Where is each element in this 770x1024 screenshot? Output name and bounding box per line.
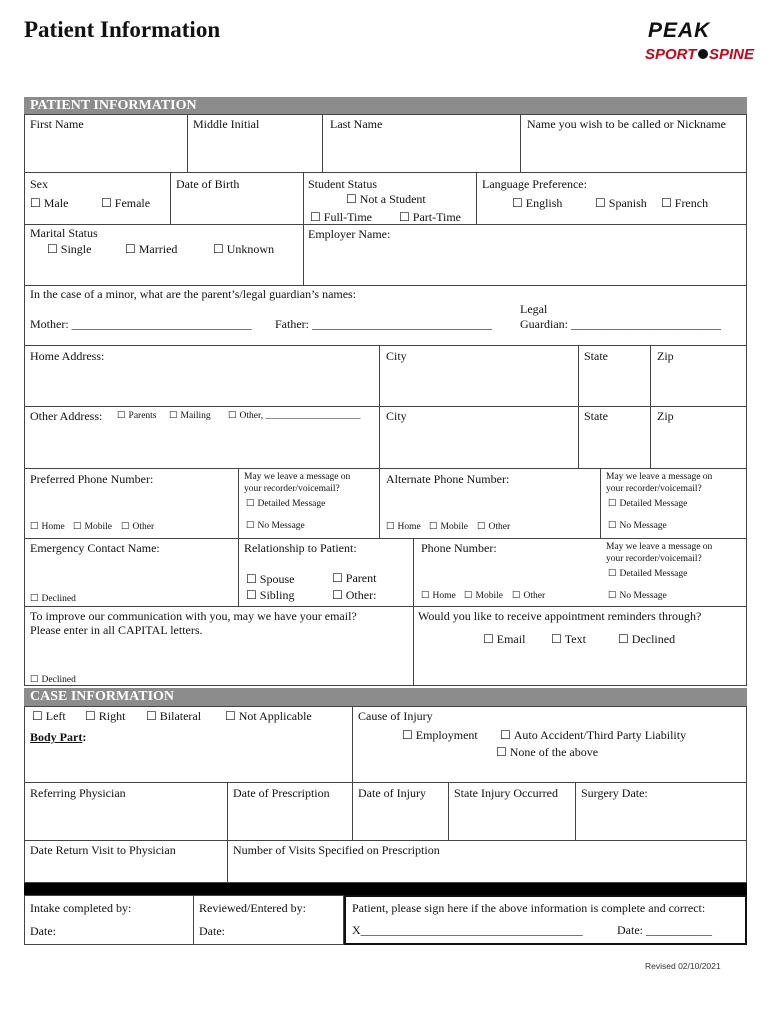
pref-message-question-1: May we leave a message on [244,472,351,482]
employment-checkbox[interactable]: ☐ Employment [402,728,478,742]
signature-date-field[interactable]: Date: ___________ [617,923,712,937]
state-field[interactable]: State [584,349,608,363]
page-title: Patient Information [24,17,221,42]
em-mobile-checkbox[interactable]: ☐ Mobile [464,590,503,602]
part-time-checkbox[interactable]: ☐ Part-Time [399,210,461,224]
referring-physician-field[interactable]: Referring Physician [30,786,126,800]
pref-other-checkbox[interactable]: ☐ Other [121,521,154,533]
return-visit-field[interactable]: Date Return Visit to Physician [30,843,176,857]
intake-date-field[interactable]: Date: [30,924,56,938]
student-status-label: Student Status [308,177,378,191]
sibling-checkbox[interactable]: ☐ Sibling [246,588,294,602]
legal-label: Legal [520,302,548,316]
em-message-question-1: May we leave a message on [606,542,713,552]
single-checkbox[interactable]: ☐ Single [47,242,91,256]
auto-accident-checkbox[interactable]: ☐ Auto Accident/Third Party Liability [500,728,686,742]
relationship-label: Relationship to Patient: [244,541,357,555]
emergency-contact-field[interactable]: Emergency Contact Name: [30,541,160,555]
intake-completed-field[interactable]: Intake completed by: [30,901,132,915]
reviewed-date-field[interactable]: Date: [199,924,225,938]
guardian-field[interactable]: Guardian: _________________________ [520,317,721,331]
alt-no-message-checkbox[interactable]: ☐ No Message [608,520,667,532]
male-checkbox[interactable]: ☐ Male [30,196,68,210]
other-state-field[interactable]: State [584,409,608,423]
em-home-checkbox[interactable]: ☐ Home [421,590,456,602]
logo-spine-text: SPINE [709,46,755,63]
french-checkbox[interactable]: ☐ French [661,196,708,210]
body-part-field[interactable] [30,730,86,744]
pref-detailed-message-checkbox[interactable]: ☐ Detailed Message [246,498,325,510]
surgery-date-field[interactable]: Surgery Date: [581,786,648,800]
sex-label: Sex [30,177,48,191]
em-detailed-message-checkbox[interactable]: ☐ Detailed Message [608,568,687,580]
date-injury-field[interactable]: Date of Injury [358,786,426,800]
full-time-checkbox[interactable]: ☐ Full-Time [310,210,372,224]
employer-field[interactable]: Employer Name: [308,227,391,241]
emergency-phone-field[interactable]: Phone Number: [421,541,497,555]
pref-mobile-checkbox[interactable]: ☐ Mobile [73,521,112,533]
alt-mobile-checkbox[interactable]: ☐ Mobile [429,521,468,533]
alt-message-question-2: your recorder/voicemail? [606,484,702,494]
signature-line[interactable]: X_____________________________________ [352,923,583,937]
pref-home-checkbox[interactable]: ☐ Home [30,521,65,533]
pref-message-question-2: your recorder/voicemail? [244,484,340,494]
bilateral-checkbox[interactable]: ☐ Bilateral [146,709,201,723]
other-relationship-checkbox[interactable]: ☐ Other: [332,588,376,602]
alt-message-question-1: May we leave a message on [606,472,713,482]
parent-checkbox[interactable]: ☐ Parent [332,571,376,585]
em-no-message-checkbox[interactable]: ☐ No Message [608,590,667,602]
logo-sport-text: SPORT [645,46,697,63]
unknown-checkbox[interactable]: ☐ Unknown [213,242,274,256]
home-address-field[interactable]: Home Address: [30,349,105,363]
em-other-checkbox[interactable]: ☐ Other [512,590,545,602]
reviewed-entered-field[interactable]: Reviewed/Entered by: [199,901,306,915]
female-checkbox[interactable]: ☐ Female [101,196,150,210]
dob-field[interactable]: Date of Birth [176,177,240,191]
reminder-declined-checkbox[interactable]: ☐ Declined [618,632,675,646]
reminder-text-checkbox[interactable]: ☐ Text [551,632,586,646]
other-zip-field[interactable]: Zip [657,409,674,423]
left-checkbox[interactable]: ☐ Left [32,709,66,723]
married-checkbox[interactable]: ☐ Married [125,242,177,256]
date-prescription-field[interactable]: Date of Prescription [233,786,330,800]
email-question: To improve our communication with you, may we have your email? [30,609,357,623]
pref-no-message-checkbox[interactable]: ☐ No Message [246,520,305,532]
peak-sport-spine-logo [645,16,755,66]
signature-prompt: Patient, please sign here if the above information is complete and correct: [352,901,706,915]
logo-ball-icon [698,49,708,59]
body-part-label: Body Part [30,730,83,744]
alt-home-checkbox[interactable]: ☐ Home [386,521,421,533]
reminders-question: Would you like to receive appointment reminders through? [418,609,702,623]
spanish-checkbox[interactable]: ☐ Spanish [595,196,647,210]
emergency-declined-checkbox[interactable]: ☐ Declined [30,593,76,605]
revised-date: Revised 02/10/2021 [645,961,721,971]
cause-of-injury-label: Cause of Injury [358,709,433,723]
english-checkbox[interactable]: ☐ English [512,196,562,210]
mailing-checkbox[interactable]: ☐ Mailing [169,410,211,422]
visits-specified-field[interactable]: Number of Visits Specified on Prescription [233,843,440,857]
last-name-field[interactable]: Last Name [330,117,383,131]
minor-question: In the case of a minor, what are the parent’s/legal guardian’s names: [30,287,357,301]
spouse-checkbox[interactable]: ☐ Spouse [246,572,294,586]
state-injury-field[interactable]: State Injury Occurred [454,786,558,800]
email-instruction: Please enter in all CAPITAL letters. [30,623,203,637]
father-field[interactable]: Father: ______________________________ [275,317,492,331]
preferred-phone-field[interactable]: Preferred Phone Number: [30,472,154,486]
not-applicable-checkbox[interactable]: ☐ Not Applicable [225,709,312,723]
logo-peak-text: PEAK [648,19,711,42]
language-label: Language Preference: [482,177,587,191]
case-info-header: CASE INFORMATION [24,688,747,706]
right-checkbox[interactable]: ☐ Right [85,709,125,723]
alternate-phone-field[interactable]: Alternate Phone Number: [386,472,510,486]
other-address-checkbox[interactable]: ☐ Other, ____________________ [228,410,361,422]
nickname-field[interactable]: Name you wish to be called or Nickname [527,117,726,131]
footer-separator [24,883,747,895]
mother-field[interactable]: Mother: ______________________________ [30,317,252,331]
first-name-field[interactable]: First Name [30,117,84,131]
alt-other-checkbox[interactable]: ☐ Other [477,521,510,533]
city-field[interactable]: City [386,349,407,363]
marital-status-label: Marital Status [30,226,98,240]
parents-checkbox[interactable]: ☐ Parents [117,410,157,422]
reminder-email-checkbox[interactable]: ☐ Email [483,632,525,646]
not-student-checkbox[interactable]: ☐ Not a Student [346,192,426,206]
alt-detailed-message-checkbox[interactable]: ☐ Detailed Message [608,498,687,510]
none-above-checkbox[interactable]: ☐ None of the above [496,745,598,759]
patient-info-header: PATIENT INFORMATION [24,97,747,114]
other-city-field[interactable]: City [386,409,407,423]
em-message-question-2: your recorder/voicemail? [606,554,702,564]
body-part-colon: : [82,730,87,744]
other-address-field[interactable]: Other Address: [30,409,103,423]
zip-field[interactable]: Zip [657,349,674,363]
middle-initial-field[interactable]: Middle Initial [193,117,260,131]
email-declined-checkbox[interactable]: ☐ Declined [30,674,76,686]
